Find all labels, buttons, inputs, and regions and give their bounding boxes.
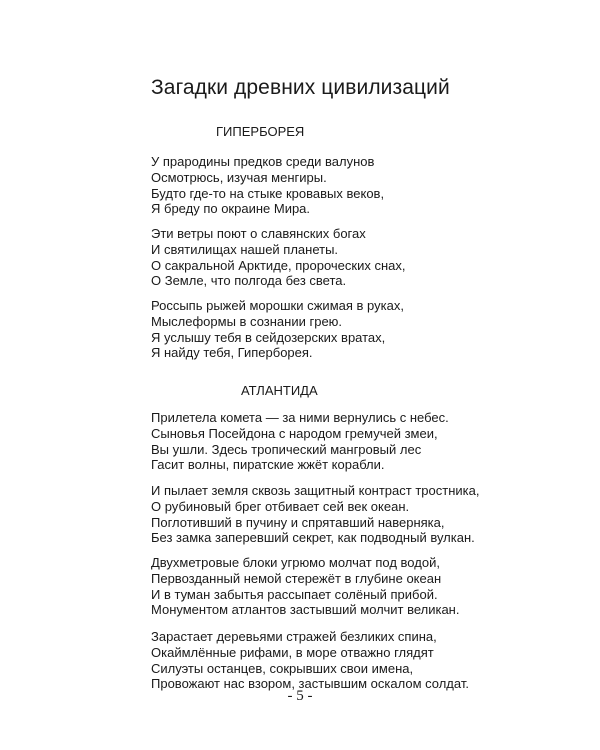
poem-line: Вы ушли. Здесь тропический мангровый лес	[151, 441, 422, 457]
stanza	[151, 226, 406, 289]
poem-line: Россыпь рыжей морошки сжимая в руках,	[151, 298, 404, 313]
poem-line: Мыслеформы в сознании грею.	[151, 313, 343, 329]
poem-line: Я бреду по окраине Мира.	[151, 201, 311, 217]
page-number: - 5 -	[287, 688, 313, 704]
poem-line: Первозданный немой стережёт в глубине океан	[151, 570, 442, 586]
poem-line: У прародины предков среди валунов	[151, 154, 375, 169]
stanza	[151, 483, 479, 546]
poem-line: Я услышу тебя в сейдозерских вратах,	[151, 329, 386, 345]
poem-line: Прилетела комета — за ними вернулись с небес.	[151, 410, 449, 425]
poem-line: Поглотивший в пучину и спрятавший наверняка,	[151, 514, 445, 530]
poem-line: Эти ветры поют о славянских богах	[151, 226, 366, 241]
poem-line: О сакральной Арктиде, пророческих снах,	[151, 257, 406, 273]
poem-line: Силуэты останцев, сокрывших свои имена,	[151, 660, 414, 676]
poem-line: Будто где-то на стыке кровавых веков,	[151, 185, 385, 201]
poem-line: Сыновья Посейдона с народом гремучей змеи,	[151, 425, 438, 441]
poem-line: И пылает земля сквозь защитный контраст тростника,	[151, 483, 480, 498]
stanza	[151, 629, 469, 692]
poem-line: Двухметровые блоки угрюмо молчат под водой,	[151, 555, 440, 570]
poem-line: Осмотрюсь, изучая менгиры.	[151, 169, 327, 185]
poem-line: О Земле, что полгода без света.	[151, 273, 347, 289]
poem-line: Провожают нас взором, застывшим оскалом солдат.	[151, 676, 469, 692]
poem-line: Окаймлённые рифами, в море отважно глядят	[151, 644, 434, 660]
poem-line: Гасит волны, пиратские жжёт корабли.	[151, 457, 385, 473]
poem-line: И святилищах нашей планеты.	[151, 241, 339, 257]
stanza	[151, 555, 459, 618]
section-heading-hyperborea: ГИПЕРБОРЕЯ	[216, 124, 305, 139]
poem-line: Монументом атлантов застывший молчит великан.	[151, 602, 460, 618]
stanza	[151, 298, 404, 361]
poem-line: Без замка заперевший секрет, как подводный вулкан.	[151, 530, 475, 546]
stanza	[151, 410, 449, 473]
poem-line: Я найду тебя, Гиперборея.	[151, 345, 313, 361]
poem-line: О рубиновый брег отбивает сей век океан.	[151, 498, 410, 514]
stanza	[151, 154, 384, 217]
page-title: Загадки древних цивилизаций	[151, 76, 450, 99]
poem-line: Зарастает деревьями стражей безликих спина,	[151, 629, 437, 644]
poem-line: И в туман забытья рассыпает солёный прибой.	[151, 586, 438, 602]
section-heading-atlantis: АТЛАНТИДА	[241, 383, 318, 398]
